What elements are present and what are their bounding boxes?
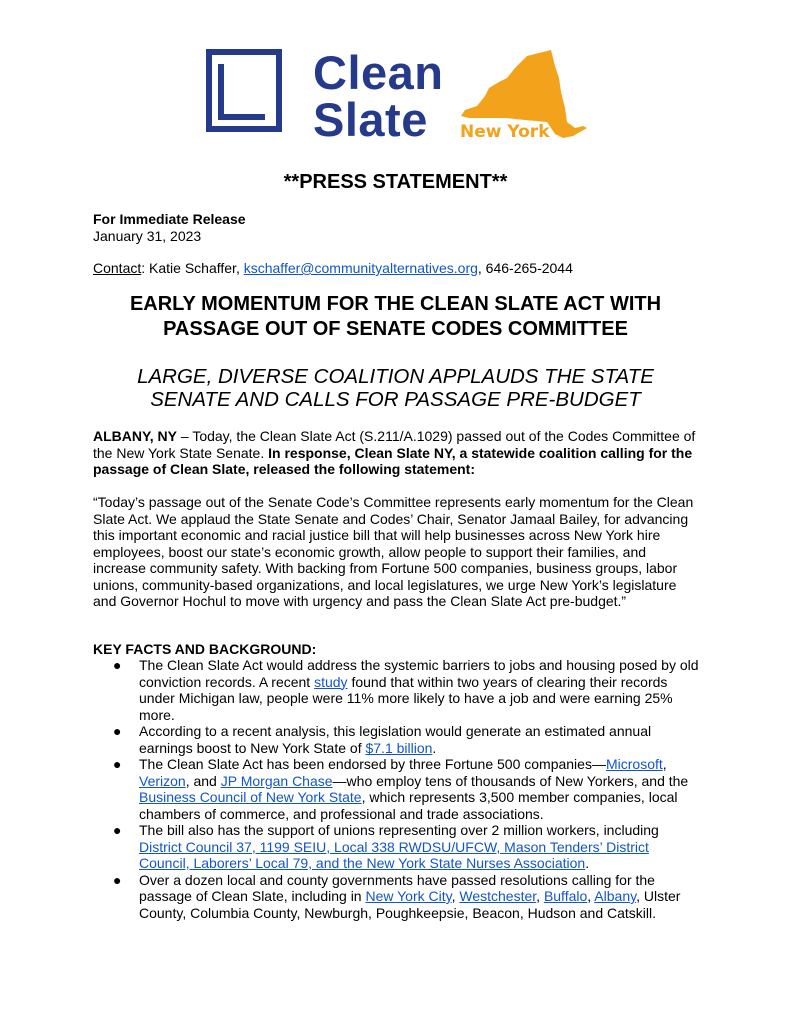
intro-paragraph	[93, 428, 698, 478]
list-item	[93, 723, 703, 756]
subheadline	[0, 365, 791, 411]
intro-text: – Today, the Clean Slate Act (S.211/A.1029) passed out of the Codes Committee of the New York State Senate.	[93, 428, 696, 461]
headline	[0, 292, 791, 342]
list-item	[93, 872, 703, 922]
bullet-text: —who employ tens of thousands of New Yorkers, and the	[332, 772, 689, 789]
bullet-icon: ●	[113, 723, 122, 739]
jp-morgan-chase-link[interactable]: JP Morgan Chase	[220, 772, 333, 789]
unions-link[interactable]: District Council 37, 1199 SEIU, Local 338 RWDSU/UFCW, Mason Tenders’ District Council, Laborers’ Local 79, and the New York State Nurses Association	[139, 838, 649, 871]
logo-state-label: New York	[460, 122, 550, 142]
logo-square-icon	[205, 48, 283, 133]
contact-line	[93, 260, 573, 277]
bullet-text: The bill also has the support of unions representing over 2 million workers, including	[139, 822, 659, 838]
westchester-link[interactable]: Westchester	[459, 888, 537, 904]
bullet-text: ,	[662, 756, 667, 772]
subheadline-line-1: LARGE, DIVERSE COALITION APPLAUDS THE STATE	[137, 365, 654, 388]
bullet-text: , which represents 3,500 member companies, local chambers of commerce, and professional and trade associations.	[139, 789, 678, 822]
contact-label: Contact	[93, 260, 142, 276]
list-item	[93, 822, 703, 872]
key-facts-list	[93, 657, 703, 921]
buffalo-link[interactable]: Buffalo	[543, 888, 588, 904]
bullet-text: ,	[536, 888, 544, 904]
bullet-text: The Clean Slate Act has been endorsed by three Fortune 500 companies—	[139, 756, 606, 772]
bullet-text: The Clean Slate Act would address the systemic barriers to jobs and housing posed by old conviction records. A recent	[139, 657, 699, 690]
microsoft-link[interactable]: Microsoft	[605, 756, 663, 772]
logo-word-clean: Clean	[313, 46, 444, 99]
bullet-text: .	[432, 739, 437, 756]
bullet-icon: ●	[113, 871, 122, 888]
headline-line-1: EARLY MOMENTUM FOR THE CLEAN SLATE ACT WITH	[129, 293, 662, 315]
verizon-link[interactable]: Verizon	[139, 772, 186, 789]
list-item	[93, 657, 703, 723]
release-label: For Immediate Release	[93, 211, 246, 227]
contact-name: : Katie Schaffer,	[141, 260, 244, 276]
new-york-city-link[interactable]: New York City	[365, 888, 452, 904]
bullet-text: , Ulster County, Columbia County, Newburgh, Poughkeepsie, Beacon, Hudson and Catskill.	[139, 888, 681, 921]
subheadline-line-2: SENATE AND CALLS FOR PASSAGE PRE-BUDGET	[150, 388, 641, 411]
contact-email-link[interactable]: kschaffer@communityalternatives.org	[243, 260, 478, 276]
bullet-text: , and	[185, 772, 221, 789]
intro-bold-text: In response, Clean Slate NY, a statewide coalition calling for the passage of Clean Slate, released the following statement:	[93, 444, 693, 477]
bullet-icon: ●	[113, 822, 122, 838]
bullet-text: found that within two years of clearing their records under Michigan law, people were 11% more likely to have a job and were earning 25% more.	[139, 673, 673, 723]
bullet-text: According to a recent analysis, this legislation would generate an estimated annual earnings boost to New York State of	[139, 723, 652, 756]
release-date: January 31, 2023	[93, 228, 202, 244]
dateline: ALBANY, NY	[93, 428, 178, 444]
bullet-text: ,	[451, 888, 460, 904]
business-council-link[interactable]: Business Council of New York State	[139, 789, 362, 805]
bullet-icon: ●	[113, 657, 122, 673]
key-facts-heading: KEY FACTS AND BACKGROUND:	[93, 641, 317, 657]
clean-slate-logo	[205, 46, 595, 146]
press-statement-title: **PRESS STATEMENT**	[283, 171, 508, 193]
earnings-link[interactable]: $7.1 billion	[365, 739, 433, 756]
study-link[interactable]: study	[314, 673, 348, 690]
list-item	[93, 756, 703, 822]
logo-word-slate: Slate	[313, 93, 428, 146]
bullet-icon: ●	[113, 756, 122, 772]
headline-line-2: PASSAGE OUT OF SENATE CODES COMMITTEE	[163, 318, 628, 340]
bullet-text: .	[585, 855, 590, 871]
contact-phone: , 646-265-2044	[477, 260, 573, 276]
quote-paragraph: “Today’s passage out of the Senate Code’s Committee represents early momentum for the Clean Slate Act. We applaud the State Senate and Codes’ Chair, Senator Jamaal Bailey, for advancing this important economic and racial justice bill that will help businesses across New York hire employees, boost our state’s economic growth, allow people to support their families, and increase community safety. With backing from Fortune 500 companies, business groups, labor unions, community-based organizations, and local legislatures, we urge New York’s legislature and Governor Hochul to move with urgency and pass the Clean Slate Act pre-budget.”	[93, 494, 694, 609]
bullet-text: Over a dozen local and county governments have passed resolutions calling for the passage of Clean Slate, including in	[139, 871, 655, 904]
albany-link[interactable]: Albany	[594, 888, 637, 904]
bullet-text: ,	[587, 888, 595, 904]
